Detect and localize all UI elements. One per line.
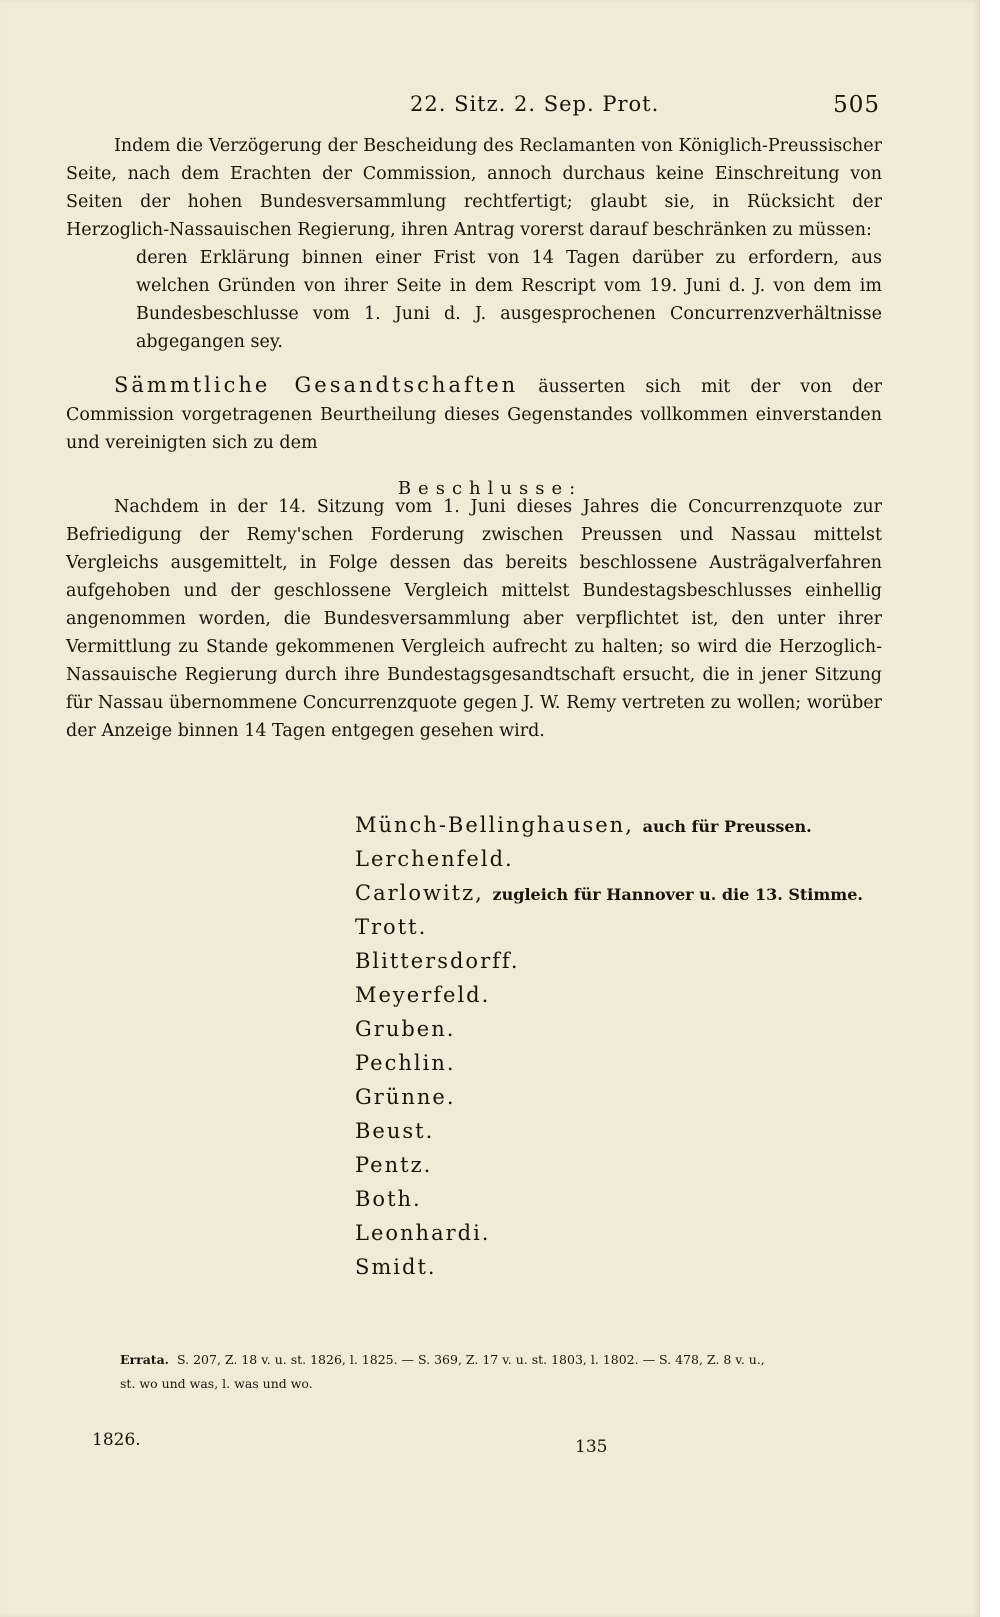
signatory-name: Beust. xyxy=(355,1119,435,1143)
signatory-name: Leonhardi. xyxy=(355,1221,491,1245)
paragraph-motion: deren Erklärung binnen einer Frist von 14 Tagen darüber zu erfordern, aus welchen Gründen von ihrer Seite in dem Rescript vom 19. Juni d. J. von dem im Bundesbeschlusse vom 1. Juni d. J. ausgesprochenen Concurrenzverhältnisse abgegangen sey. xyxy=(136,248,882,352)
signature-item xyxy=(355,1114,863,1148)
errata-text: st. wo und was, l. was und wo. xyxy=(120,1376,313,1391)
signature-item xyxy=(355,1216,863,1250)
signature-item xyxy=(355,1250,863,1284)
signature-item xyxy=(355,978,863,1012)
signatory-name: Münch-Bellinghausen, xyxy=(355,813,634,837)
paragraph-commission-opinion: Indem die Verzögerung der Bescheidung des Reclamanten von Königlich-Preussischer Seite, nach dem Erachten der Commission, annoch durchaus keine Einschreitung von Seiten der hohen Bundesversammlung rechtfertigt; glaubt sie, in Rücksicht der Herzoglich-Nassauischen Regierung, ihren Antrag vorerst darauf beschränken zu müssen: xyxy=(66,136,882,240)
signatory-name: Pechlin. xyxy=(355,1051,456,1075)
signatory-name: Gruben. xyxy=(355,1017,456,1041)
signature-item xyxy=(355,1046,863,1080)
signature-item xyxy=(355,944,863,978)
errata-line xyxy=(120,1348,950,1372)
signature-item xyxy=(355,1080,863,1114)
signatory-note: auch für Preussen. xyxy=(642,817,812,836)
signatory-name: Trott. xyxy=(355,915,428,939)
signature-item xyxy=(355,910,863,944)
signatory-name: Pentz. xyxy=(355,1153,433,1177)
paragraph-delegations xyxy=(66,371,882,457)
paragraph-resolution: Nachdem in der 14. Sitzung vom 1. Juni dieses Jahres die Concurrenzquote zur Befriedigung der Remy'schen Forderung zwischen Preussen und Nassau mittelst Vergleichs ausgemittelt, in Folge dessen das bereits beschlossene Austrägalverfahren aufgehoben und der geschlossene Vergleich mittelst Bundestagsbeschlusses einhellig angenommen worden, die Bundesversammlung aber verpflichtet ist, den unter ihrer Vermittlung zu Stande gekommenen Vergleich aufrecht zu halten; so wird die Herzoglich-Nassauische Regierung durch ihre Bundestagsgesandtschaft ersucht, die in jener Sitzung für Nassau übernommene Concurrenzquote gegen J. W. Remy vertreten zu wollen; worüber der Anzeige binnen 14 Tagen entgegen gesehen wird. xyxy=(66,497,882,741)
signatory-name: Meyerfeld. xyxy=(355,983,491,1007)
delegations-lead: Sämmtliche Gesandtschaften xyxy=(114,373,519,397)
errata-label: Errata. xyxy=(120,1352,170,1367)
errata-block xyxy=(120,1348,950,1396)
footer-signature-mark: 135 xyxy=(575,1437,608,1457)
signature-item xyxy=(355,1182,863,1216)
errata-line xyxy=(120,1372,950,1396)
page-number: 505 xyxy=(833,92,880,118)
signature-item xyxy=(355,1148,863,1182)
signature-item xyxy=(355,1012,863,1046)
signatory-name: Blittersdorff. xyxy=(355,949,520,973)
signatory-name: Lerchenfeld. xyxy=(355,847,514,871)
signatory-note: zugleich für Hannover u. die 13. Stimme. xyxy=(492,885,863,904)
signatory-name: Smidt. xyxy=(355,1255,437,1279)
errata-text: S. 207, Z. 18 v. u. st. 1826, l. 1825. — S. 369, Z. 17 v. u. st. 1803, l. 1802. — S. 478, Z. 8 v. u., xyxy=(177,1352,765,1367)
resolution-heading: Beschlusse: xyxy=(397,478,583,499)
signature-list xyxy=(355,808,863,1284)
signature-item xyxy=(355,842,863,876)
signatory-name: Both. xyxy=(355,1187,422,1211)
signatory-name: Carlowitz, xyxy=(355,881,484,905)
signature-item xyxy=(355,876,863,910)
signatory-name: Grünne. xyxy=(355,1085,456,1109)
signature-item xyxy=(355,808,863,842)
footer-year: 1826. xyxy=(92,1430,141,1450)
header-title: 22. Sitz. 2. Sep. Prot. xyxy=(410,92,660,116)
delegations-text: äusserten sich mit der von der Commission vorgetragenen Beurtheilung dieses Gegenstandes vollkommen einverstanden und vereinigten sich zu dem xyxy=(66,377,882,453)
